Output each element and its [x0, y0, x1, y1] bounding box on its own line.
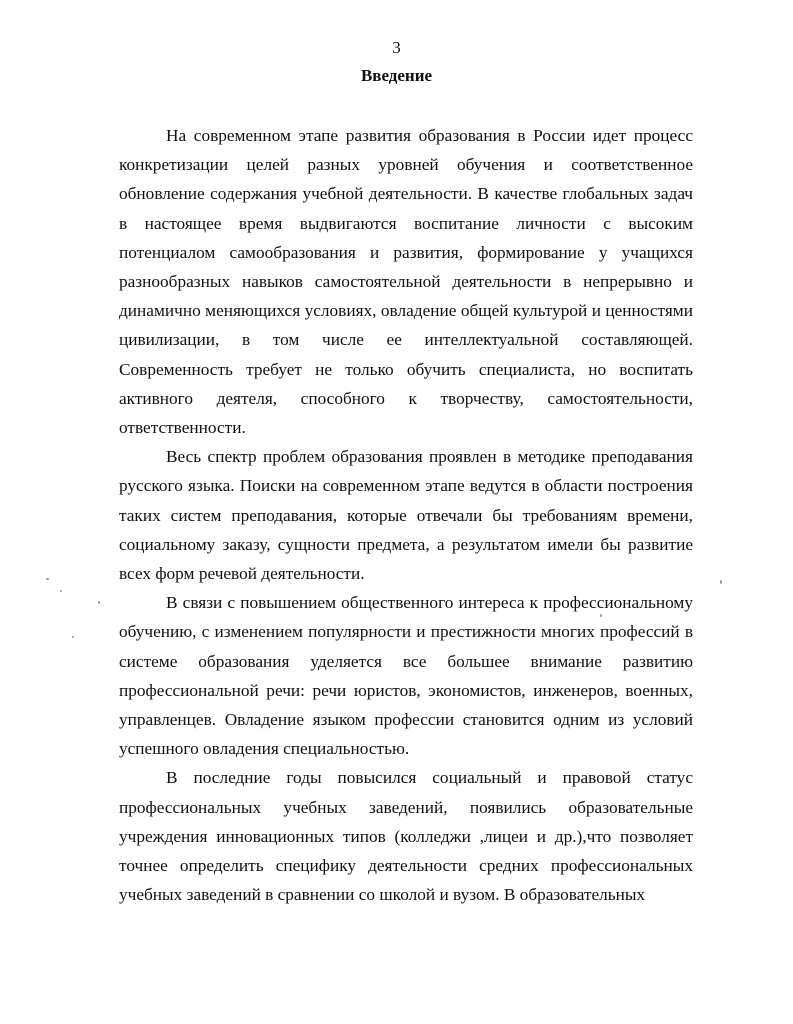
paragraph-2: Весь спектр проблем образования проявлен в методике преподавания русского языка. Поиски на современном этапе ведутся в области построения таких систем преподавания, которые отвечали бы требованиям времени, социальному заказу, сущности предмета, а результатом имели бы развитие всех форм речевой деятельности. [119, 447, 693, 584]
page-number: 3 [392, 38, 401, 57]
scan-speck [600, 614, 602, 617]
scan-speck [46, 578, 49, 580]
scan-speck [60, 590, 62, 592]
page-title: Введение [360, 66, 433, 85]
scan-speck [720, 580, 722, 584]
body-text [119, 121, 693, 909]
scan-speck [72, 636, 74, 638]
paragraph-4: В последние годы повысился социальный и правовой статус профессиональных учебных заведений, появились образовательные учреждения инновационных типов (колледжи ,лицеи и др.),что позволяет точнее определить специфику деятельности средних профессиональных учебных заведений в сравнении со школой и вузом. В образовательных [119, 768, 693, 905]
scan-speck [98, 601, 100, 604]
paragraph-3: В связи с повышением общественного интереса к профессиональному обучению, с изменением популярности и престижности многих профессий в системе образования уделяется все большее внимание развитию профессиональной речи: речи юристов, экономистов, инженеров, военных, управленцев. Овладение языком профессии становится одним из условий успешного овладения специальностью. [119, 593, 693, 759]
paragraph-1: На современном этапе развития образования в России идет процесс конкретизации целей разных уровней обучения и соответственное обновление содержания учебной деятельности. В качестве глобальных задач в настоящее время выдвигаются воспитание личности с высоким потенциалом самообразования и развития, формирование у учащихся разнообразных навыков самостоятельной деятельности в непрерывно и динамично меняющихся условиях, овладение общей культурой и ценностями цивилизации, в том числе ее интеллектуальной составляющей. Современность требует не только обучить специалиста, но воспитать активного деятеля, способного к творчеству, самостоятельности, ответственности. [119, 126, 693, 438]
